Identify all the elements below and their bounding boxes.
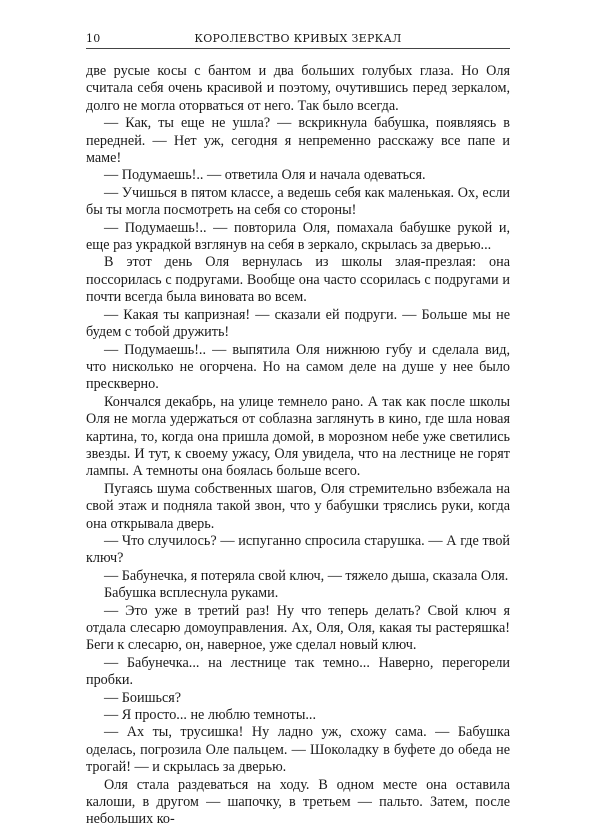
paragraph: — Бабунечка... на лестнице так темно... Наверно, перегорели пробки. [86,654,510,689]
page-number: 10 [86,32,101,45]
paragraph: — Подумаешь!.. — повторила Оля, помахала бабушке рукой и, еще раз украдкой взглянув на себя в зеркало, скрылась за дверью... [86,219,510,254]
paragraph: — Что случилось? — испуганно спросила старушка. — А где твой ключ? [86,532,510,567]
paragraph: В этот день Оля вернулась из школы злая-презлая: она поссорилась с подругами. Вообще она часто ссорилась с подругами и почти всегда была виновата во всем. [86,254,510,306]
running-header [86,30,510,49]
paragraph: — Подумаешь!.. — выпятила Оля нижнюю губу и сделала вид, что нисколько не огорчена. Но на самом деле на душе у нее было прескверно. [86,341,510,393]
paragraph: — Бабунечка, я потеряла свой ключ, — тяжело дыша, сказала Оля. [104,567,509,584]
paragraph: Бабушка всплеснула руками. [104,585,279,602]
paragraph: — Учишься в пятом классе, а ведешь себя как маленькая. Ох, если бы ты могла посмотреть на себя со стороны! [86,184,510,219]
paragraph: — Как, ты еще не ушла? — вскрикнула бабушка, появляясь в передней. — Нет уж, сегодня я непременно расскажу все папе и маме! [86,115,510,167]
paragraph: — Подумаешь!.. — ответила Оля и начала одеваться. [104,167,426,184]
paragraph: — Это уже в третий раз! Ну что теперь делать? Свой ключ я отдала слесарю домоуправления. Ах, Оля, Оля, какая ты растеряшка! Беги к слесарю, он, наверное, уже сделал новый ключ. [86,602,510,654]
paragraph: Кончался декабрь, на улице темнело рано. А так как после школы Оля не могла удержаться от соблазна заглянуть в кино, где шла новая картина, то, когда она пришла домой, в морозном небе уже светились звезды. И тут, к своему ужасу, Оля увидела, что на лестнице не горят лампы. А темноты она боялась больше всего. [86,393,510,480]
paragraph: Оля стала раздеваться на ходу. В одном месте она оставила калоши, в другом — шапочку, в третьем — пальто. Затем, после небольших ко- [86,776,510,828]
paragraph: — Я просто... не люблю темноты... [104,707,317,724]
paragraph: — Какая ты капризная! — сказали ей подруги. — Больше мы не будем с тобой дружить! [86,306,510,341]
body-text [86,63,510,829]
paragraph: две русые косы с бантом и два больших голубых глаза. Но Оля считала себя очень красивой и поэтому, очутившись перед зеркалом, долго не могла оторваться от него. Так было всегда. [86,63,510,114]
paragraph: Пугаясь шума собственных шагов, Оля стремительно взбежала на свой этаж и подняла такой звон, что у бабушки тряслись руки, когда она открывала дверь. [86,480,510,532]
paragraph: — Боишься? [104,689,182,706]
book-title: КОРОЛЕВСТВО КРИВЫХ ЗЕРКАЛ [194,32,402,45]
book-page [86,30,510,829]
paragraph: — Ах ты, трусишка! Ну ладно уж, схожу сама. — Бабушка оделась, погрозила Оле пальцем. — Шоколадку в буфете до обеда не трогай! — и скрылась за дверью. [86,724,510,776]
